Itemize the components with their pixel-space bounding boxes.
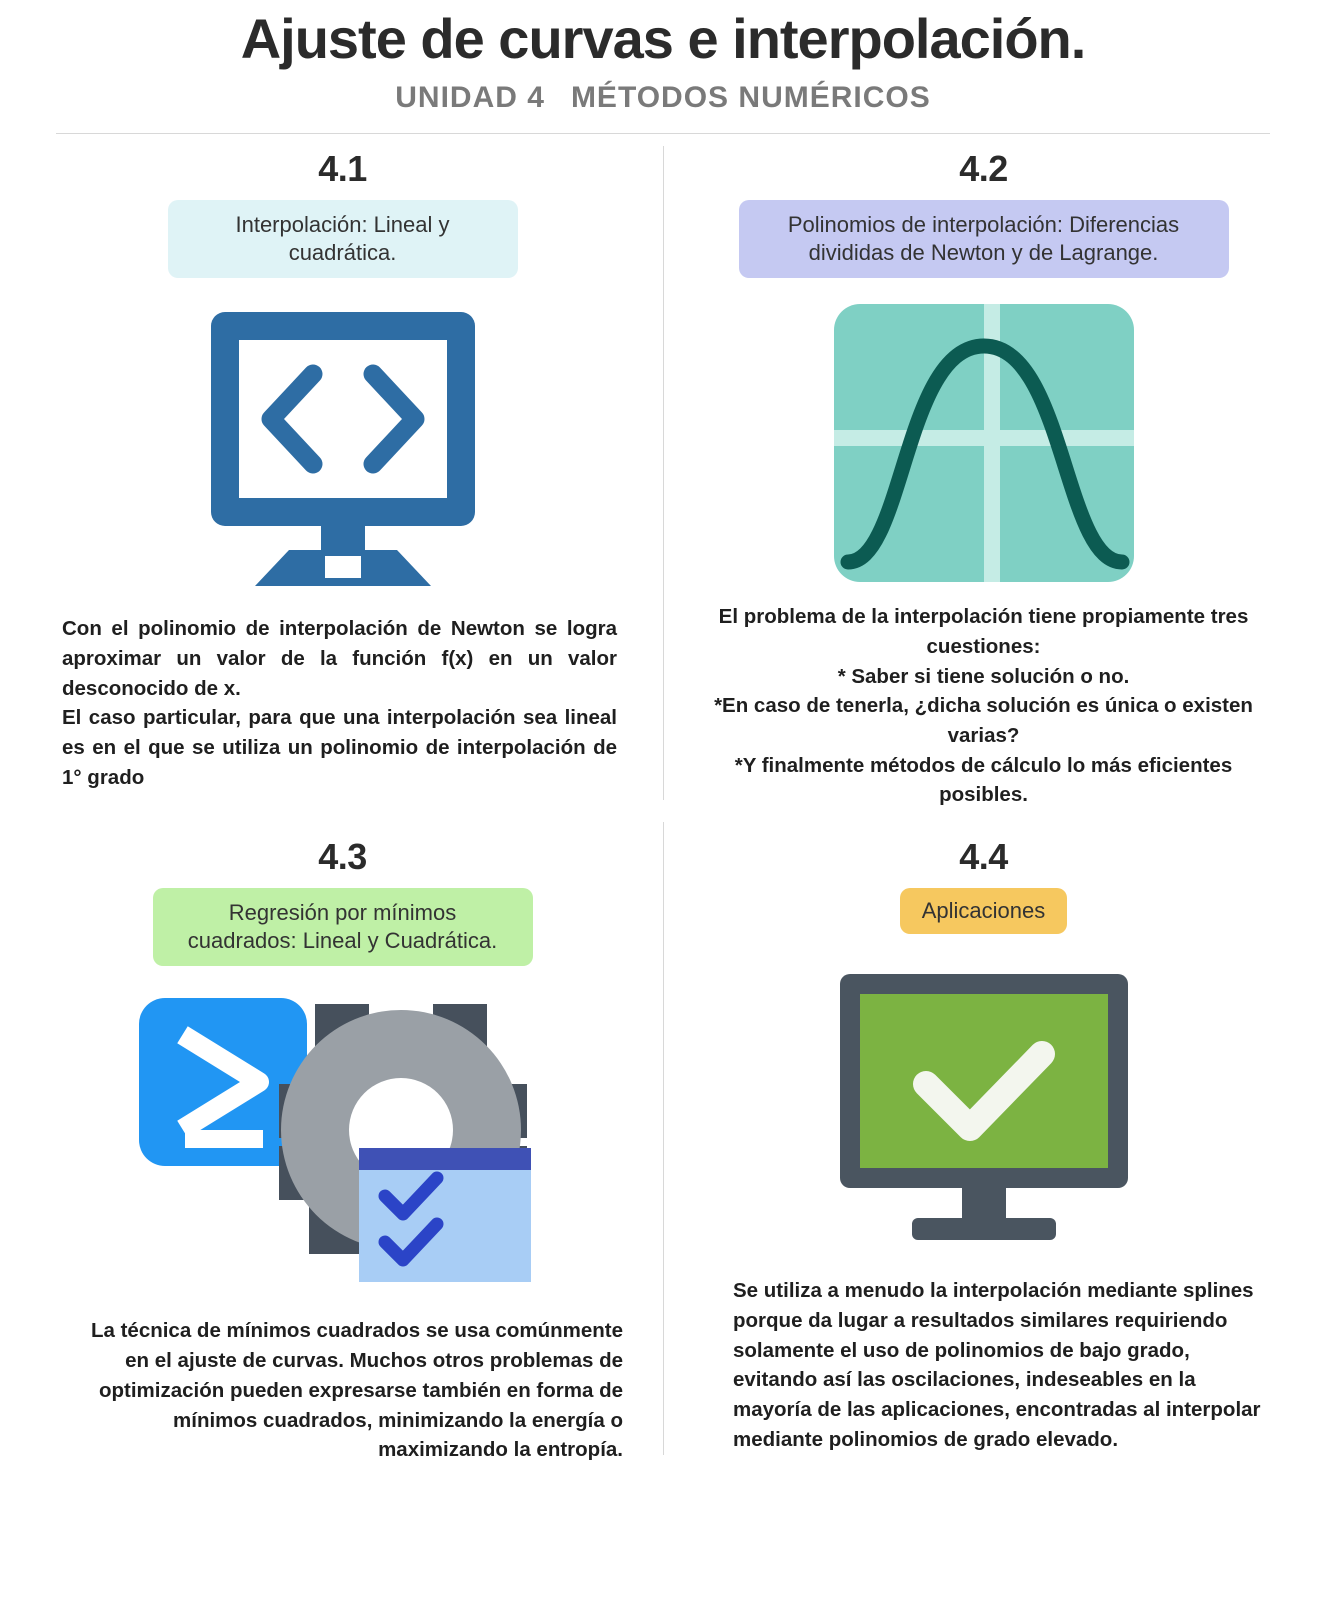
sections-grid — [44, 134, 1282, 1465]
section-title-pill: Aplicaciones — [900, 888, 1068, 934]
bell-curve-chart-icon — [703, 304, 1264, 582]
section-title-pill: Polinomios de interpolación: Diferencias divididas de Newton y de Lagrange. — [739, 200, 1229, 278]
section-body — [703, 602, 1264, 810]
section-4-2 — [663, 134, 1282, 810]
section-body-line: El problema de la interpolación tiene propiamente tres cuestiones: — [718, 605, 1249, 658]
section-title-pill: Regresión por mínimos cuadrados: Lineal y Cuadrática. — [153, 888, 533, 966]
section-body — [62, 1316, 623, 1465]
section-body-line: * Saber si tiene solución o no. — [837, 664, 1130, 688]
section-number: 4.3 — [318, 836, 367, 878]
section-body-line: El caso particular, para que una interpolación sea lineal es en el que se utiliza un polinomio de interpolación de 1° grado — [62, 706, 617, 789]
section-number: 4.2 — [959, 147, 1008, 189]
section-4-3 — [44, 810, 663, 1465]
subtitle — [44, 81, 1282, 115]
section-number: 4.4 — [959, 836, 1008, 878]
section-body — [703, 1276, 1264, 1454]
monitor-code-icon — [62, 304, 623, 594]
unit-label: UNIDAD 4 — [395, 80, 545, 114]
section-4-4 — [663, 810, 1282, 1465]
section-body-line: Con el polinomio de interpolación de Newton se logra aproximar un valor de la función f(x) en un valor desconocido de x. — [62, 617, 617, 700]
section-body-line: *Y finalmente métodos de cálculo lo más eficientes posibles. — [734, 753, 1233, 807]
section-body-line: *En caso de tenerla, ¿dicha solución es única o existen varias? — [714, 694, 1253, 747]
section-body-line: Se utiliza a menudo la interpolación mediante splines porque da lugar a resultados similares requiriendo solamente el uso de polinomios de bajo grado, evitando así las oscilaciones, indeseables en la mayoría de las aplicaciones, encontradas al interpolar mediante polinomios de grado elevado. — [733, 1279, 1261, 1451]
section-title-pill: Interpolación: Lineal y cuadrática. — [168, 200, 518, 278]
course-label: MÉTODOS NUMÉRICOS — [570, 80, 931, 114]
monitor-check-icon — [703, 968, 1264, 1246]
page-title: Ajuste de curvas e interpolación. — [240, 7, 1086, 70]
section-body-line: La técnica de mínimos cuadrados se usa comúnmente en el ajuste de curvas. Muchos otros problemas de optimización pueden expresarse también en forma de mínimos cuadrados, minimizando la energía o maximizando la entropía. — [90, 1319, 623, 1462]
section-number: 4.1 — [318, 147, 367, 189]
section-body — [62, 614, 623, 792]
header — [44, 0, 1282, 134]
section-4-1 — [44, 134, 663, 810]
gear-checklist-icon — [62, 988, 623, 1288]
